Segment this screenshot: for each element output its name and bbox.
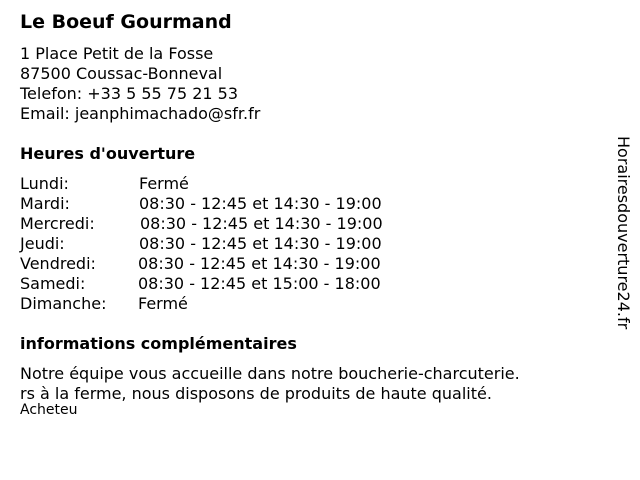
- info-text: [20, 364, 580, 416]
- day-label: Jeudi:: [20, 234, 65, 253]
- day-label: Vendredi:: [20, 254, 96, 273]
- info-line: Acheteu: [20, 402, 78, 418]
- hours-row-saturday: [20, 274, 440, 294]
- hours-row-tuesday: [20, 194, 440, 214]
- hours-row-monday: [20, 174, 440, 194]
- info-line: Notre équipe vous accueille dans notre boucherie-charcuterie.: [20, 364, 520, 383]
- time-value: Fermé: [139, 174, 189, 193]
- day-label: Mardi:: [20, 194, 70, 213]
- time-value: 08:30 - 12:45 et 14:30 - 19:00: [140, 214, 383, 233]
- day-label: Mercredi:: [20, 214, 95, 233]
- time-value: 08:30 - 12:45 et 15:00 - 18:00: [138, 274, 381, 293]
- day-label: Lundi:: [20, 174, 69, 193]
- hours-table: [20, 174, 440, 314]
- business-name: Le Boeuf Gourmand: [20, 11, 232, 33]
- hours-heading: Heures d'ouverture: [20, 144, 196, 163]
- time-value: 08:30 - 12:45 et 14:30 - 19:00: [139, 194, 382, 213]
- day-label: Samedi:: [20, 274, 86, 293]
- hours-row-wednesday: [20, 214, 440, 234]
- hours-row-sunday: [20, 294, 440, 314]
- address-block: [20, 44, 260, 124]
- phone-line: Telefon: +33 5 55 75 21 53: [20, 84, 239, 103]
- info-heading: informations complémentaires: [20, 334, 297, 353]
- address-city: 87500 Coussac-Bonneval: [20, 64, 223, 83]
- email-line: Email: jeanphimachado@sfr.fr: [20, 104, 261, 123]
- time-value: 08:30 - 12:45 et 14:30 - 19:00: [139, 234, 382, 253]
- address-street: 1 Place Petit de la Fosse: [20, 44, 214, 63]
- day-label: Dimanche:: [20, 294, 107, 313]
- hours-row-thursday: [20, 234, 440, 254]
- hours-row-friday: [20, 254, 440, 274]
- time-value: 08:30 - 12:45 et 14:30 - 19:00: [138, 254, 381, 273]
- watermark-site: Horairesdouverture24.fr: [614, 136, 633, 330]
- time-value: Fermé: [138, 294, 188, 313]
- info-line: rs à la ferme, nous disposons de produits de haute qualité.: [20, 384, 492, 403]
